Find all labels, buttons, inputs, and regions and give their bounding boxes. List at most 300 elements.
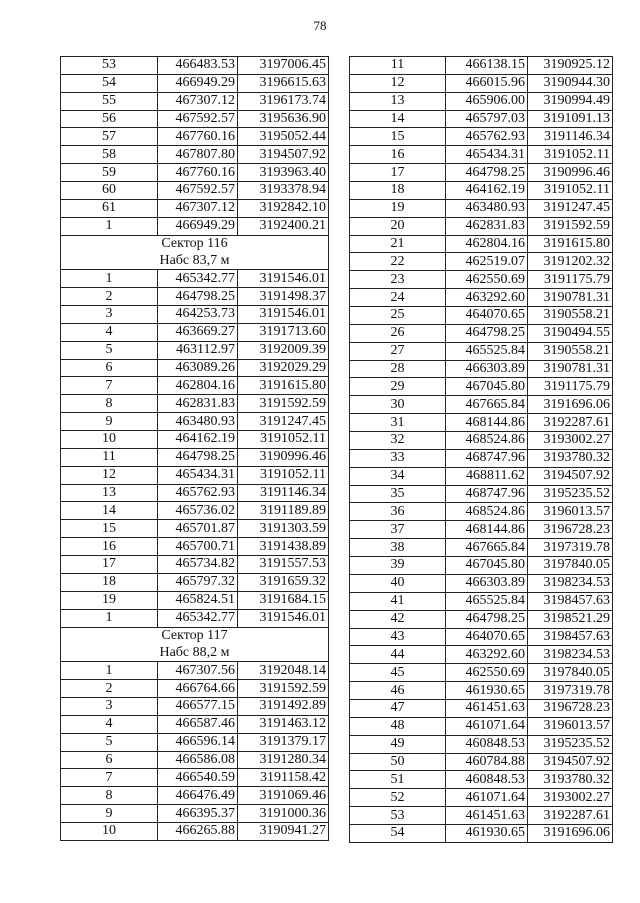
x-coordinate-cell: 467592.57 xyxy=(158,182,238,200)
x-coordinate-cell: 466587.46 xyxy=(158,715,238,733)
x-coordinate-cell: 460848.53 xyxy=(446,735,528,753)
x-coordinate-cell: 467307.12 xyxy=(158,199,238,217)
point-number-cell: 22 xyxy=(350,253,446,271)
x-coordinate-cell: 461930.65 xyxy=(446,682,528,700)
table-row xyxy=(350,699,613,717)
table-row xyxy=(61,323,329,341)
y-coordinate-cell: 3197840.05 xyxy=(528,664,613,682)
y-coordinate-cell: 3190944.30 xyxy=(528,74,613,92)
point-number-cell: 5 xyxy=(61,733,158,751)
point-number-cell: 49 xyxy=(350,735,446,753)
y-coordinate-cell: 3190996.46 xyxy=(528,164,613,182)
x-coordinate-cell: 468811.62 xyxy=(446,467,528,485)
y-coordinate-cell: 3191158.42 xyxy=(238,769,329,787)
point-number-cell: 13 xyxy=(61,484,158,502)
y-coordinate-cell: 3191175.79 xyxy=(528,271,613,289)
table-row xyxy=(61,751,329,769)
x-coordinate-cell: 463292.60 xyxy=(446,289,528,307)
table-row xyxy=(61,591,329,609)
point-number-cell: 9 xyxy=(61,805,158,823)
y-coordinate-cell: 3194507.92 xyxy=(528,467,613,485)
point-number-cell: 27 xyxy=(350,342,446,360)
y-coordinate-cell: 3191684.15 xyxy=(238,591,329,609)
x-coordinate-cell: 460848.53 xyxy=(446,771,528,789)
y-coordinate-cell: 3197006.45 xyxy=(238,57,329,75)
y-coordinate-cell: 3196728.23 xyxy=(528,699,613,717)
x-coordinate-cell: 466395.37 xyxy=(158,805,238,823)
point-number-cell: 57 xyxy=(61,128,158,146)
y-coordinate-cell: 3195235.52 xyxy=(528,485,613,503)
y-coordinate-cell: 3192287.61 xyxy=(528,414,613,432)
point-number-cell: 4 xyxy=(61,715,158,733)
point-number-cell: 24 xyxy=(350,289,446,307)
point-number-cell: 13 xyxy=(350,92,446,110)
y-coordinate-cell: 3191146.34 xyxy=(238,484,329,502)
point-number-cell: 37 xyxy=(350,521,446,539)
x-coordinate-cell: 465700.71 xyxy=(158,538,238,556)
x-coordinate-cell: 466596.14 xyxy=(158,733,238,751)
table-row xyxy=(350,164,613,182)
table-row xyxy=(350,253,613,271)
x-coordinate-cell: 465342.77 xyxy=(158,270,238,288)
table-row xyxy=(61,288,329,306)
x-coordinate-cell: 465342.77 xyxy=(158,609,238,627)
x-coordinate-cell: 465525.84 xyxy=(446,592,528,610)
x-coordinate-cell: 466586.08 xyxy=(158,751,238,769)
x-coordinate-cell: 465762.93 xyxy=(446,128,528,146)
table-row xyxy=(350,521,613,539)
table-row xyxy=(350,646,613,664)
table-row xyxy=(61,787,329,805)
table-row xyxy=(61,556,329,574)
table-row xyxy=(61,680,329,698)
y-coordinate-cell: 3193378.94 xyxy=(238,182,329,200)
sector-header: Набс 88,2 м xyxy=(61,644,329,661)
x-coordinate-cell: 467307.56 xyxy=(158,662,238,680)
point-number-cell: 5 xyxy=(61,341,158,359)
point-number-cell: 1 xyxy=(61,662,158,680)
table-row xyxy=(61,164,329,182)
y-coordinate-cell: 3191592.59 xyxy=(238,395,329,413)
point-number-cell: 3 xyxy=(61,697,158,715)
x-coordinate-cell: 465797.32 xyxy=(158,573,238,591)
table-row xyxy=(61,128,329,146)
point-number-cell: 18 xyxy=(350,182,446,200)
y-coordinate-cell: 3194507.92 xyxy=(528,753,613,771)
table-row xyxy=(350,57,613,75)
table-row xyxy=(350,753,613,771)
table-row xyxy=(350,110,613,128)
table-row xyxy=(350,289,613,307)
y-coordinate-cell: 3191303.59 xyxy=(238,520,329,538)
x-coordinate-cell: 463480.93 xyxy=(446,199,528,217)
y-coordinate-cell: 3192048.14 xyxy=(238,662,329,680)
point-number-cell: 44 xyxy=(350,646,446,664)
x-coordinate-cell: 468144.86 xyxy=(446,521,528,539)
x-coordinate-cell: 462804.16 xyxy=(158,377,238,395)
x-coordinate-cell: 462804.16 xyxy=(446,235,528,253)
y-coordinate-cell: 3192287.61 xyxy=(528,807,613,825)
y-coordinate-cell: 3190781.31 xyxy=(528,289,613,307)
point-number-cell: 7 xyxy=(61,377,158,395)
x-coordinate-cell: 468747.96 xyxy=(446,485,528,503)
point-number-cell: 9 xyxy=(61,413,158,431)
point-number-cell: 10 xyxy=(61,431,158,449)
y-coordinate-cell: 3196013.57 xyxy=(528,717,613,735)
x-coordinate-cell: 467760.16 xyxy=(158,164,238,182)
y-coordinate-cell: 3196615.63 xyxy=(238,74,329,92)
point-number-cell: 12 xyxy=(350,74,446,92)
point-number-cell: 1 xyxy=(61,609,158,627)
table-row xyxy=(350,199,613,217)
y-coordinate-cell: 3191069.46 xyxy=(238,787,329,805)
table-row xyxy=(61,662,329,680)
point-number-cell: 4 xyxy=(61,323,158,341)
table-row xyxy=(350,324,613,342)
y-coordinate-cell: 3191052.11 xyxy=(238,431,329,449)
x-coordinate-cell: 460784.88 xyxy=(446,753,528,771)
y-coordinate-cell: 3195636.90 xyxy=(238,110,329,128)
x-coordinate-cell: 466303.89 xyxy=(446,360,528,378)
y-coordinate-cell: 3197319.78 xyxy=(528,539,613,557)
x-coordinate-cell: 465434.31 xyxy=(158,466,238,484)
x-coordinate-cell: 466949.29 xyxy=(158,217,238,235)
point-number-cell: 34 xyxy=(350,467,446,485)
table-row xyxy=(61,502,329,520)
point-number-cell: 41 xyxy=(350,592,446,610)
sector-header-row xyxy=(61,627,329,644)
table-row xyxy=(350,467,613,485)
point-number-cell: 31 xyxy=(350,414,446,432)
table-row xyxy=(350,574,613,592)
x-coordinate-cell: 466949.29 xyxy=(158,74,238,92)
point-number-cell: 1 xyxy=(61,270,158,288)
y-coordinate-cell: 3197840.05 xyxy=(528,557,613,575)
table-row xyxy=(61,57,329,75)
x-coordinate-cell: 463292.60 xyxy=(446,646,528,664)
sector-header: Набс 83,7 м xyxy=(61,252,329,269)
point-number-cell: 32 xyxy=(350,432,446,450)
table-row xyxy=(350,449,613,467)
point-number-cell: 11 xyxy=(61,448,158,466)
table-row xyxy=(350,682,613,700)
y-coordinate-cell: 3190494.55 xyxy=(528,324,613,342)
point-number-cell: 19 xyxy=(61,591,158,609)
y-coordinate-cell: 3191438.89 xyxy=(238,538,329,556)
table-row xyxy=(350,235,613,253)
table-row xyxy=(350,771,613,789)
point-number-cell: 42 xyxy=(350,610,446,628)
y-coordinate-cell: 3191091.13 xyxy=(528,110,613,128)
x-coordinate-cell: 467592.57 xyxy=(158,110,238,128)
y-coordinate-cell: 3198457.63 xyxy=(528,592,613,610)
y-coordinate-cell: 3191696.06 xyxy=(528,824,613,842)
x-coordinate-cell: 467665.84 xyxy=(446,396,528,414)
y-coordinate-cell: 3191659.32 xyxy=(238,573,329,591)
x-coordinate-cell: 464070.65 xyxy=(446,307,528,325)
x-coordinate-cell: 467045.80 xyxy=(446,557,528,575)
point-number-cell: 52 xyxy=(350,789,446,807)
x-coordinate-cell: 464070.65 xyxy=(446,628,528,646)
x-coordinate-cell: 466303.89 xyxy=(446,574,528,592)
point-number-cell: 43 xyxy=(350,628,446,646)
y-coordinate-cell: 3195052.44 xyxy=(238,128,329,146)
y-coordinate-cell: 3190994.49 xyxy=(528,92,613,110)
y-coordinate-cell: 3191557.53 xyxy=(238,556,329,574)
coordinates-table-right xyxy=(349,56,613,843)
point-number-cell: 48 xyxy=(350,717,446,735)
point-number-cell: 18 xyxy=(61,573,158,591)
y-coordinate-cell: 3191202.32 xyxy=(528,253,613,271)
table-row xyxy=(350,128,613,146)
y-coordinate-cell: 3190781.31 xyxy=(528,360,613,378)
table-row xyxy=(350,396,613,414)
point-number-cell: 54 xyxy=(350,824,446,842)
table-row xyxy=(61,74,329,92)
table-row xyxy=(350,717,613,735)
point-number-cell: 17 xyxy=(61,556,158,574)
table-row xyxy=(61,146,329,164)
x-coordinate-cell: 463480.93 xyxy=(158,413,238,431)
x-coordinate-cell: 461071.64 xyxy=(446,717,528,735)
sector-header: Сектор 117 xyxy=(61,627,329,644)
table-row xyxy=(350,182,613,200)
y-coordinate-cell: 3190558.21 xyxy=(528,307,613,325)
table-row xyxy=(61,733,329,751)
y-coordinate-cell: 3191247.45 xyxy=(238,413,329,431)
point-number-cell: 11 xyxy=(350,57,446,75)
table-row xyxy=(61,270,329,288)
y-coordinate-cell: 3190558.21 xyxy=(528,342,613,360)
y-coordinate-cell: 3191492.89 xyxy=(238,697,329,715)
page-number: 78 xyxy=(313,18,327,33)
sector-header-row xyxy=(61,235,329,252)
y-coordinate-cell: 3191247.45 xyxy=(528,199,613,217)
table-row xyxy=(61,484,329,502)
point-number-cell: 16 xyxy=(350,146,446,164)
y-coordinate-cell: 3191000.36 xyxy=(238,805,329,823)
point-number-cell: 1 xyxy=(61,217,158,235)
x-coordinate-cell: 464162.19 xyxy=(158,431,238,449)
y-coordinate-cell: 3194507.92 xyxy=(238,146,329,164)
x-coordinate-cell: 462831.83 xyxy=(158,395,238,413)
point-number-cell: 2 xyxy=(61,680,158,698)
point-number-cell: 58 xyxy=(61,146,158,164)
x-coordinate-cell: 466476.49 xyxy=(158,787,238,805)
y-coordinate-cell: 3191592.59 xyxy=(238,680,329,698)
table-row xyxy=(61,769,329,787)
point-number-cell: 51 xyxy=(350,771,446,789)
table-row xyxy=(61,306,329,324)
table-row xyxy=(350,628,613,646)
table-row xyxy=(350,342,613,360)
table-row xyxy=(61,377,329,395)
x-coordinate-cell: 466015.96 xyxy=(446,74,528,92)
x-coordinate-cell: 464798.25 xyxy=(446,164,528,182)
table-row xyxy=(61,431,329,449)
table-row xyxy=(350,824,613,842)
x-coordinate-cell: 462550.69 xyxy=(446,664,528,682)
table-row xyxy=(61,182,329,200)
table-row xyxy=(61,359,329,377)
table-row xyxy=(61,341,329,359)
point-number-cell: 3 xyxy=(61,306,158,324)
point-number-cell: 35 xyxy=(350,485,446,503)
sector-header-row xyxy=(61,252,329,269)
y-coordinate-cell: 3191379.17 xyxy=(238,733,329,751)
table-row xyxy=(61,715,329,733)
y-coordinate-cell: 3192029.29 xyxy=(238,359,329,377)
point-number-cell: 12 xyxy=(61,466,158,484)
x-coordinate-cell: 464798.25 xyxy=(158,288,238,306)
point-number-cell: 21 xyxy=(350,235,446,253)
table-row xyxy=(61,395,329,413)
table-row xyxy=(61,199,329,217)
point-number-cell: 6 xyxy=(61,359,158,377)
x-coordinate-cell: 465525.84 xyxy=(446,342,528,360)
point-number-cell: 36 xyxy=(350,503,446,521)
table-row xyxy=(61,697,329,715)
x-coordinate-cell: 468524.86 xyxy=(446,432,528,450)
table-row xyxy=(61,217,329,235)
x-coordinate-cell: 464798.25 xyxy=(446,324,528,342)
x-coordinate-cell: 465824.51 xyxy=(158,591,238,609)
table-row xyxy=(350,360,613,378)
x-coordinate-cell: 466540.59 xyxy=(158,769,238,787)
y-coordinate-cell: 3191615.80 xyxy=(238,377,329,395)
y-coordinate-cell: 3191546.01 xyxy=(238,270,329,288)
point-number-cell: 6 xyxy=(61,751,158,769)
x-coordinate-cell: 465736.02 xyxy=(158,502,238,520)
table-row xyxy=(61,609,329,627)
table-row xyxy=(350,503,613,521)
x-coordinate-cell: 464798.25 xyxy=(446,610,528,628)
x-coordinate-cell: 465762.93 xyxy=(158,484,238,502)
x-coordinate-cell: 465434.31 xyxy=(446,146,528,164)
table-row xyxy=(61,520,329,538)
table-row xyxy=(350,271,613,289)
point-number-cell: 61 xyxy=(61,199,158,217)
point-number-cell: 10 xyxy=(61,822,158,840)
x-coordinate-cell: 466483.53 xyxy=(158,57,238,75)
point-number-cell: 46 xyxy=(350,682,446,700)
point-number-cell: 2 xyxy=(61,288,158,306)
point-number-cell: 7 xyxy=(61,769,158,787)
x-coordinate-cell: 462831.83 xyxy=(446,217,528,235)
x-coordinate-cell: 462519.07 xyxy=(446,253,528,271)
point-number-cell: 15 xyxy=(350,128,446,146)
x-coordinate-cell: 464253.73 xyxy=(158,306,238,324)
x-coordinate-cell: 463112.97 xyxy=(158,341,238,359)
table-row xyxy=(61,538,329,556)
y-coordinate-cell: 3193002.27 xyxy=(528,789,613,807)
point-number-cell: 47 xyxy=(350,699,446,717)
table-row xyxy=(350,735,613,753)
x-coordinate-cell: 461071.64 xyxy=(446,789,528,807)
point-number-cell: 19 xyxy=(350,199,446,217)
point-number-cell: 60 xyxy=(61,182,158,200)
y-coordinate-cell: 3191696.06 xyxy=(528,396,613,414)
x-coordinate-cell: 466577.15 xyxy=(158,697,238,715)
point-number-cell: 17 xyxy=(350,164,446,182)
table-row xyxy=(61,822,329,840)
point-number-cell: 50 xyxy=(350,753,446,771)
x-coordinate-cell: 467807.80 xyxy=(158,146,238,164)
y-coordinate-cell: 3191615.80 xyxy=(528,235,613,253)
point-number-cell: 56 xyxy=(61,110,158,128)
point-number-cell: 39 xyxy=(350,557,446,575)
table-row xyxy=(350,592,613,610)
point-number-cell: 14 xyxy=(61,502,158,520)
y-coordinate-cell: 3198234.53 xyxy=(528,574,613,592)
point-number-cell: 8 xyxy=(61,395,158,413)
y-coordinate-cell: 3193963.40 xyxy=(238,164,329,182)
point-number-cell: 26 xyxy=(350,324,446,342)
table-row xyxy=(350,807,613,825)
y-coordinate-cell: 3191280.34 xyxy=(238,751,329,769)
x-coordinate-cell: 465734.82 xyxy=(158,556,238,574)
y-coordinate-cell: 3191189.89 xyxy=(238,502,329,520)
table-row xyxy=(61,413,329,431)
point-number-cell: 59 xyxy=(61,164,158,182)
table-row xyxy=(350,307,613,325)
y-coordinate-cell: 3196173.74 xyxy=(238,92,329,110)
x-coordinate-cell: 465797.03 xyxy=(446,110,528,128)
y-coordinate-cell: 3193002.27 xyxy=(528,432,613,450)
table-row xyxy=(61,448,329,466)
table-row xyxy=(61,573,329,591)
point-number-cell: 16 xyxy=(61,538,158,556)
y-coordinate-cell: 3191592.59 xyxy=(528,217,613,235)
point-number-cell: 54 xyxy=(61,74,158,92)
y-coordinate-cell: 3192842.10 xyxy=(238,199,329,217)
x-coordinate-cell: 466138.15 xyxy=(446,57,528,75)
y-coordinate-cell: 3192400.21 xyxy=(238,217,329,235)
x-coordinate-cell: 462550.69 xyxy=(446,271,528,289)
point-number-cell: 28 xyxy=(350,360,446,378)
point-number-cell: 30 xyxy=(350,396,446,414)
x-coordinate-cell: 464798.25 xyxy=(158,448,238,466)
y-coordinate-cell: 3191175.79 xyxy=(528,378,613,396)
y-coordinate-cell: 3190941.27 xyxy=(238,822,329,840)
y-coordinate-cell: 3191463.12 xyxy=(238,715,329,733)
point-number-cell: 53 xyxy=(61,57,158,75)
table-row xyxy=(61,92,329,110)
point-number-cell: 55 xyxy=(61,92,158,110)
y-coordinate-cell: 3192009.39 xyxy=(238,341,329,359)
point-number-cell: 38 xyxy=(350,539,446,557)
y-coordinate-cell: 3191546.01 xyxy=(238,609,329,627)
point-number-cell: 20 xyxy=(350,217,446,235)
table-row xyxy=(350,74,613,92)
x-coordinate-cell: 465701.87 xyxy=(158,520,238,538)
table-row xyxy=(61,466,329,484)
table-row xyxy=(350,414,613,432)
table-row xyxy=(350,485,613,503)
table-row xyxy=(350,432,613,450)
y-coordinate-cell: 3191546.01 xyxy=(238,306,329,324)
y-coordinate-cell: 3191052.11 xyxy=(528,182,613,200)
point-number-cell: 8 xyxy=(61,787,158,805)
x-coordinate-cell: 461451.63 xyxy=(446,699,528,717)
table-row xyxy=(350,146,613,164)
y-coordinate-cell: 3191498.37 xyxy=(238,288,329,306)
x-coordinate-cell: 467045.80 xyxy=(446,378,528,396)
table-row xyxy=(61,110,329,128)
y-coordinate-cell: 3193780.32 xyxy=(528,771,613,789)
table-row xyxy=(350,557,613,575)
y-coordinate-cell: 3190996.46 xyxy=(238,448,329,466)
